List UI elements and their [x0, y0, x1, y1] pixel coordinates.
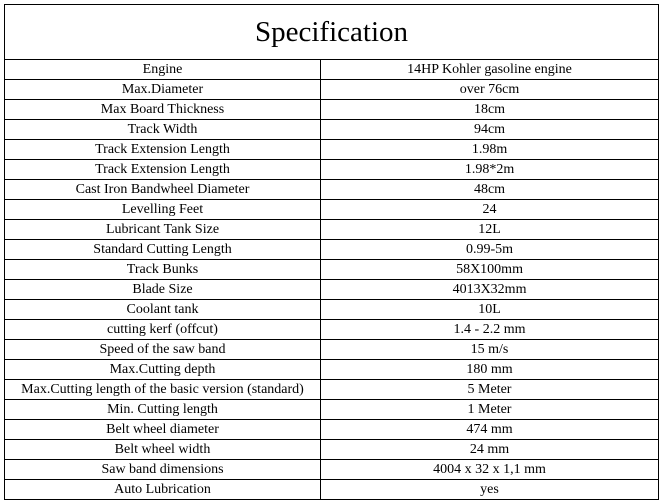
spec-value-cell: 1.98*2m [321, 160, 659, 180]
spec-value-cell: 1.98m [321, 140, 659, 160]
spec-label-cell: Saw band dimensions [5, 460, 321, 480]
spec-label-cell: Belt wheel width [5, 440, 321, 460]
spec-label-cell: Track Extension Length [5, 160, 321, 180]
table-row [5, 320, 659, 340]
spec-label-cell: Speed of the saw band [5, 340, 321, 360]
spec-value-cell: 12L [321, 220, 659, 240]
spec-value-cell: 24 [321, 200, 659, 220]
spec-label-cell: Track Width [5, 120, 321, 140]
table-row [5, 120, 659, 140]
spec-value-cell: 15 m/s [321, 340, 659, 360]
spec-value-cell: yes [321, 480, 659, 500]
spec-label-cell: Auto Lubrication [5, 480, 321, 500]
spec-value-cell: 5 Meter [321, 380, 659, 400]
specification-table [4, 4, 659, 500]
table-row [5, 200, 659, 220]
spec-label-cell: Coolant tank [5, 300, 321, 320]
table-row [5, 100, 659, 120]
spec-label-cell: Lubricant Tank Size [5, 220, 321, 240]
table-row [5, 340, 659, 360]
spec-label-cell: Track Extension Length [5, 140, 321, 160]
spec-label-cell: Engine [5, 60, 321, 80]
spec-label-cell: cutting kerf (offcut) [5, 320, 321, 340]
spec-value-cell: 4013X32mm [321, 280, 659, 300]
table-row [5, 420, 659, 440]
spec-value-cell: 0.99-5m [321, 240, 659, 260]
title-row [5, 5, 659, 60]
table-row [5, 460, 659, 480]
spec-label-cell: Blade Size [5, 280, 321, 300]
table-row [5, 400, 659, 420]
spec-label-cell: Min. Cutting length [5, 400, 321, 420]
spec-value-cell: 24 mm [321, 440, 659, 460]
spec-value-cell: over 76cm [321, 80, 659, 100]
spec-label-cell: Max.Cutting depth [5, 360, 321, 380]
spec-label-cell: Max.Diameter [5, 80, 321, 100]
table-row [5, 300, 659, 320]
spec-value-cell: 1 Meter [321, 400, 659, 420]
table-row [5, 440, 659, 460]
spec-value-cell: 180 mm [321, 360, 659, 380]
table-title: Specification [5, 5, 659, 60]
spec-label-cell: Standard Cutting Length [5, 240, 321, 260]
table-row [5, 480, 659, 500]
spec-value-cell: 94cm [321, 120, 659, 140]
specification-table-body [5, 5, 659, 500]
spec-value-cell: 10L [321, 300, 659, 320]
spec-value-cell: 14HP Kohler gasoline engine [321, 60, 659, 80]
spec-value-cell: 18cm [321, 100, 659, 120]
table-row [5, 180, 659, 200]
table-row [5, 80, 659, 100]
spec-label-cell: Max.Cutting length of the basic version (standard) [5, 380, 321, 400]
spec-value-cell: 474 mm [321, 420, 659, 440]
spec-value-cell: 58X100mm [321, 260, 659, 280]
table-row [5, 160, 659, 180]
table-row [5, 220, 659, 240]
spec-value-cell: 4004 x 32 x 1,1 mm [321, 460, 659, 480]
table-row [5, 260, 659, 280]
spec-label-cell: Track Bunks [5, 260, 321, 280]
table-row [5, 280, 659, 300]
spec-label-cell: Belt wheel diameter [5, 420, 321, 440]
table-row [5, 380, 659, 400]
table-row [5, 240, 659, 260]
table-row [5, 60, 659, 80]
spec-value-cell: 1.4 - 2.2 mm [321, 320, 659, 340]
table-row [5, 360, 659, 380]
spec-label-cell: Cast Iron Bandwheel Diameter [5, 180, 321, 200]
spec-label-cell: Levelling Feet [5, 200, 321, 220]
spec-label-cell: Max Board Thickness [5, 100, 321, 120]
table-row [5, 140, 659, 160]
spec-value-cell: 48cm [321, 180, 659, 200]
